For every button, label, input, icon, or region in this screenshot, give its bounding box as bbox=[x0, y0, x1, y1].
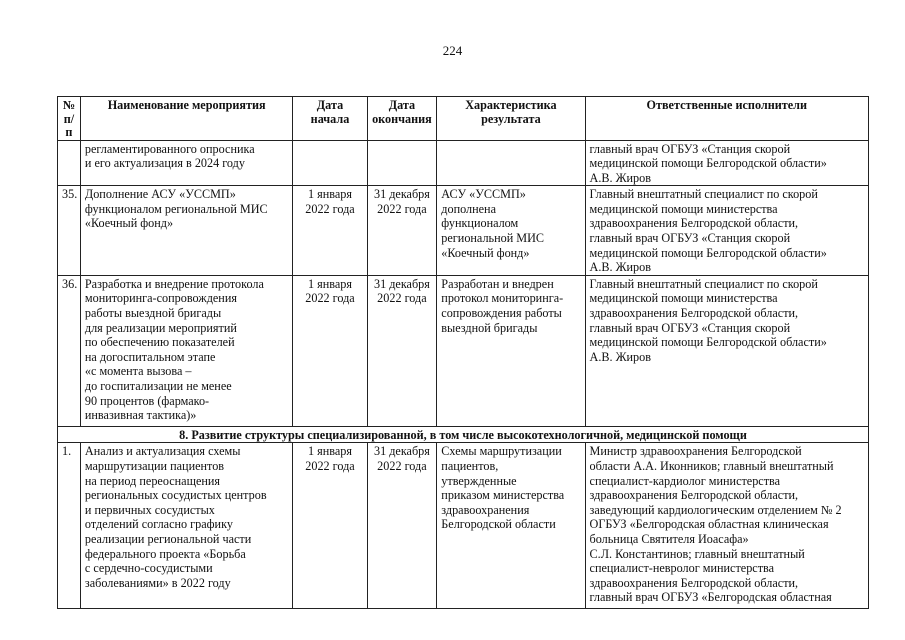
table-row bbox=[58, 443, 869, 609]
header-result: Характеристика результата bbox=[437, 97, 585, 141]
header-start-date: Дата начала bbox=[293, 97, 367, 141]
section-title: 8. Развитие структуры специализированной, в том числе высокотехнологичной, медицинской помощи bbox=[58, 426, 869, 443]
header-responsible: Ответственные исполнители bbox=[585, 97, 868, 141]
row-start-date: 1 января 2022 года bbox=[293, 186, 367, 276]
row-num: 1. bbox=[58, 443, 81, 609]
row-start-date bbox=[293, 140, 367, 186]
header-num: № п/п bbox=[58, 97, 81, 141]
row-end-date: 31 декабря 2022 года bbox=[367, 443, 437, 609]
table-row bbox=[58, 140, 869, 186]
row-num: 36. bbox=[58, 275, 81, 426]
row-num bbox=[58, 140, 81, 186]
row-start-date: 1 января 2022 года bbox=[293, 443, 367, 609]
table-header-row bbox=[58, 97, 869, 141]
row-responsible: Главный внештатный специалист по скорой медицинской помощи министерства здравоохранения Белгородской области, главный врач ОГБУЗ «Станция скорой медицинской помощи Белгородской области» А.В. Жиров bbox=[585, 186, 868, 276]
row-end-date: 31 декабря 2022 года bbox=[367, 275, 437, 426]
header-end-date: Дата окончания bbox=[367, 97, 437, 141]
row-end-date bbox=[367, 140, 437, 186]
row-name: регламентированного опросника и его актуализация в 2024 году bbox=[80, 140, 293, 186]
section-header-row bbox=[58, 426, 869, 443]
row-name: Разработка и внедрение протокола мониторинга-сопровождения работы выездной бригады для реализации мероприятий по обеспечению показателей на догоспитальном этапе «с момента вызова – до госпитализации не менее 90 процентов (фармако- инвазивная тактика)» bbox=[80, 275, 293, 426]
row-result: Схемы маршрутизации пациентов, утвержденные приказом министерства здравоохранения Белгородской области bbox=[437, 443, 585, 609]
row-num: 35. bbox=[58, 186, 81, 276]
table-row bbox=[58, 275, 869, 426]
row-responsible: Министр здравоохранения Белгородской области А.А. Иконников; главный внештатный специалист-кардиолог министерства здравоохранения Белгородской области, заведующий кардиологическим отделением № 2 ОГБУЗ «Белгородская областная клиническая больница Святителя Иоасафа» С.Л. Константинов; главный внештатный специалист-невролог министерства здравоохранения Белгородской области, главный врач ОГБУЗ «Белгородская областная bbox=[585, 443, 868, 609]
row-name: Дополнение АСУ «УССМП» функционалом региональной МИС «Коечный фонд» bbox=[80, 186, 293, 276]
row-result: АСУ «УССМП» дополнена функционалом региональной МИС «Коечный фонд» bbox=[437, 186, 585, 276]
row-name: Анализ и актуализация схемы маршрутизации пациентов на период переоснащения региональных сосудистых центров и первичных сосудистых отделений согласно графику реализации региональной части федерального проекта «Борьба с сердечно-сосудистыми заболеваниями» в 2022 году bbox=[80, 443, 293, 609]
page-number: 224 bbox=[442, 43, 463, 58]
row-result: Разработан и внедрен протокол мониторинга- сопровождения работы выездной бригады bbox=[437, 275, 585, 426]
header-name: Наименование мероприятия bbox=[80, 97, 293, 141]
table-row bbox=[58, 186, 869, 276]
row-result bbox=[437, 140, 585, 186]
row-responsible: Главный внештатный специалист по скорой медицинской помощи министерства здравоохранения Белгородской области, главный врач ОГБУЗ «Станция скорой медицинской помощи Белгородской области» А.В. Жиров bbox=[585, 275, 868, 426]
row-responsible: главный врач ОГБУЗ «Станция скорой медицинской помощи Белгородской области» А.В. Жиров bbox=[585, 140, 868, 186]
row-end-date: 31 декабря 2022 года bbox=[367, 186, 437, 276]
events-table bbox=[57, 96, 869, 609]
row-start-date: 1 января 2022 года bbox=[293, 275, 367, 426]
